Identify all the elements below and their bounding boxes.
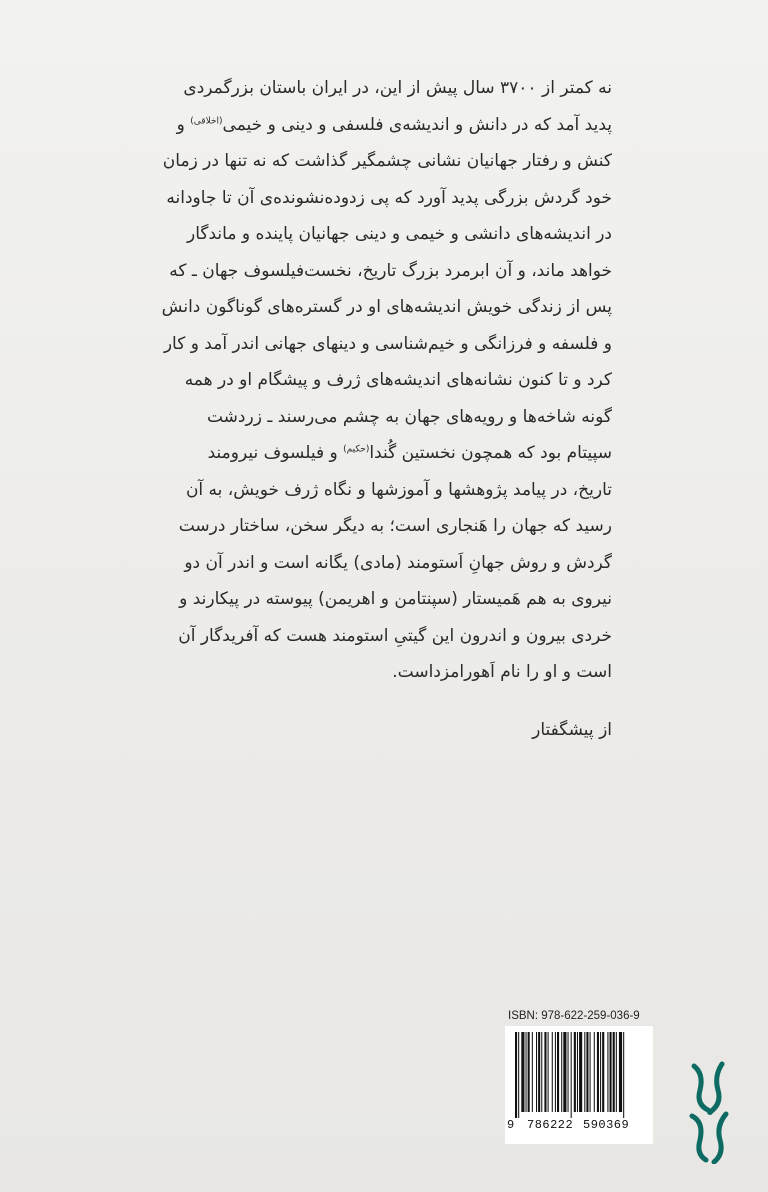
barcode-bar (571, 1032, 572, 1118)
text-line: پس از زندگی خویش اندیشه‌های او در گستره‌های گوناگون دانش (161, 297, 612, 317)
isbn-barcode (505, 1010, 653, 1145)
publisher-logo-icon (686, 1060, 734, 1168)
text-line: سپیتام بود که همچون نخستین گُندا$^{(حکیم)}$ و فیلسوف نیرومند (207, 443, 612, 463)
barcode-bar (623, 1032, 624, 1118)
barcode-bar (541, 1032, 542, 1112)
text-line: است و او را نام اَهورامزداست. (392, 662, 612, 682)
isbn-label: ISBN: 978-622-259-036-9 (508, 1010, 640, 1022)
barcode-bar (557, 1032, 559, 1112)
text-line: نه کمتر از ۳۷۰۰ سال پیش از این، در ایران باستان بزرگمردی (183, 78, 612, 98)
barcode-bar (555, 1032, 556, 1112)
barcode-bar (563, 1032, 566, 1112)
barcode-bar (538, 1032, 540, 1112)
barcode-bar (586, 1032, 588, 1112)
barcode-bar (536, 1032, 537, 1112)
barcode-bar (574, 1032, 576, 1112)
barcode-digit-lead: 9 (507, 1118, 515, 1132)
barcode-bar (619, 1032, 622, 1112)
barcode-icon (515, 1032, 643, 1118)
footnote-akhlaghi: (اخلاقی) (190, 115, 223, 126)
text-line: کنش و رفتار جهانیان نشانی چشمگیر گذاشت که نه تنها در زمان (162, 151, 612, 171)
text-line: و فلسفه و فرزانگی و خیم‌شناسی و دینهای جهانی اندر آمد و کار (163, 333, 612, 354)
text-line: تاریخ، در پیامد پژوهشها و آموزشها و نگاه ژرف خویش، به آن (185, 479, 612, 500)
text-line: خردی بیرون و اندرون این گیتیِ استومند هست که آفریدگار آن (178, 625, 612, 646)
barcode-bar (552, 1032, 553, 1112)
barcode-bar (584, 1032, 585, 1112)
barcode-bar (532, 1032, 533, 1112)
barcode-bar (518, 1032, 519, 1118)
barcode-bar (600, 1032, 601, 1112)
barcode-bar (590, 1032, 591, 1112)
barcode-bar (515, 1032, 517, 1118)
barcode-bar (521, 1032, 524, 1112)
text-line: نیروی به هم هَمیستار (سپنتامن و اهریمن) پیوسته در پیکارند و (179, 589, 612, 609)
barcode-bar (568, 1032, 569, 1112)
source-attribution: از پیشگفتار (532, 720, 612, 740)
barcode-bar (548, 1032, 549, 1112)
barcode-bar (613, 1032, 615, 1112)
barcode-digits-left: 786222 (527, 1118, 574, 1132)
text-line: گونه شاخه‌ها و رویه‌های جهان به چشم می‌رسند ـ زردشت (206, 406, 612, 427)
barcode-bar (602, 1032, 604, 1112)
text-line: خواهد ماند، و آن ابرمرد بزرگ تاریخ، نخست‌فیلسوف جهان ـ که (169, 260, 612, 281)
barcode-bar (544, 1032, 546, 1112)
text-line: گردش و روش جهانِ اَستومند (مادی) یگانه است و اندر آن دو (184, 552, 612, 573)
barcode-box (505, 1026, 653, 1144)
barcode-bar (526, 1032, 527, 1112)
text-line: پدید آمد که در دانش و اندیشه‌ی فلسفی و دینی و خیمی$^{(اخلاقی)}$ و (176, 114, 612, 135)
barcode-bar (616, 1032, 617, 1112)
barcode-bar (561, 1032, 562, 1112)
text-line: در اندیشه‌های دانشی و خیمی و دینی جهانیان پاینده و ماندگار (187, 224, 612, 244)
barcode-bar (597, 1032, 599, 1112)
body-text (152, 70, 612, 691)
barcode-digits-right: 590369 (583, 1118, 630, 1132)
barcode-bar (577, 1032, 578, 1112)
text-line: کرد و تا کنون نشانه‌های اندیشه‌های ژرف و پیشگام او در همه (184, 370, 612, 390)
barcode-bar (610, 1032, 612, 1112)
text-line: رسید که جهان را هَنجاری است؛ به دیگر سخن، ساختار درست (178, 516, 612, 536)
barcode-bar (579, 1032, 582, 1112)
barcode-bar (607, 1032, 608, 1112)
text-line: خود گردش بزرگی پدید آورد که پی زدوده‌نشونده‌ی آن تا جاودانه (166, 187, 612, 208)
barcode-bar (528, 1032, 530, 1112)
footnote-hakim: (حکیم) (343, 444, 370, 455)
barcode-bar (594, 1032, 595, 1112)
